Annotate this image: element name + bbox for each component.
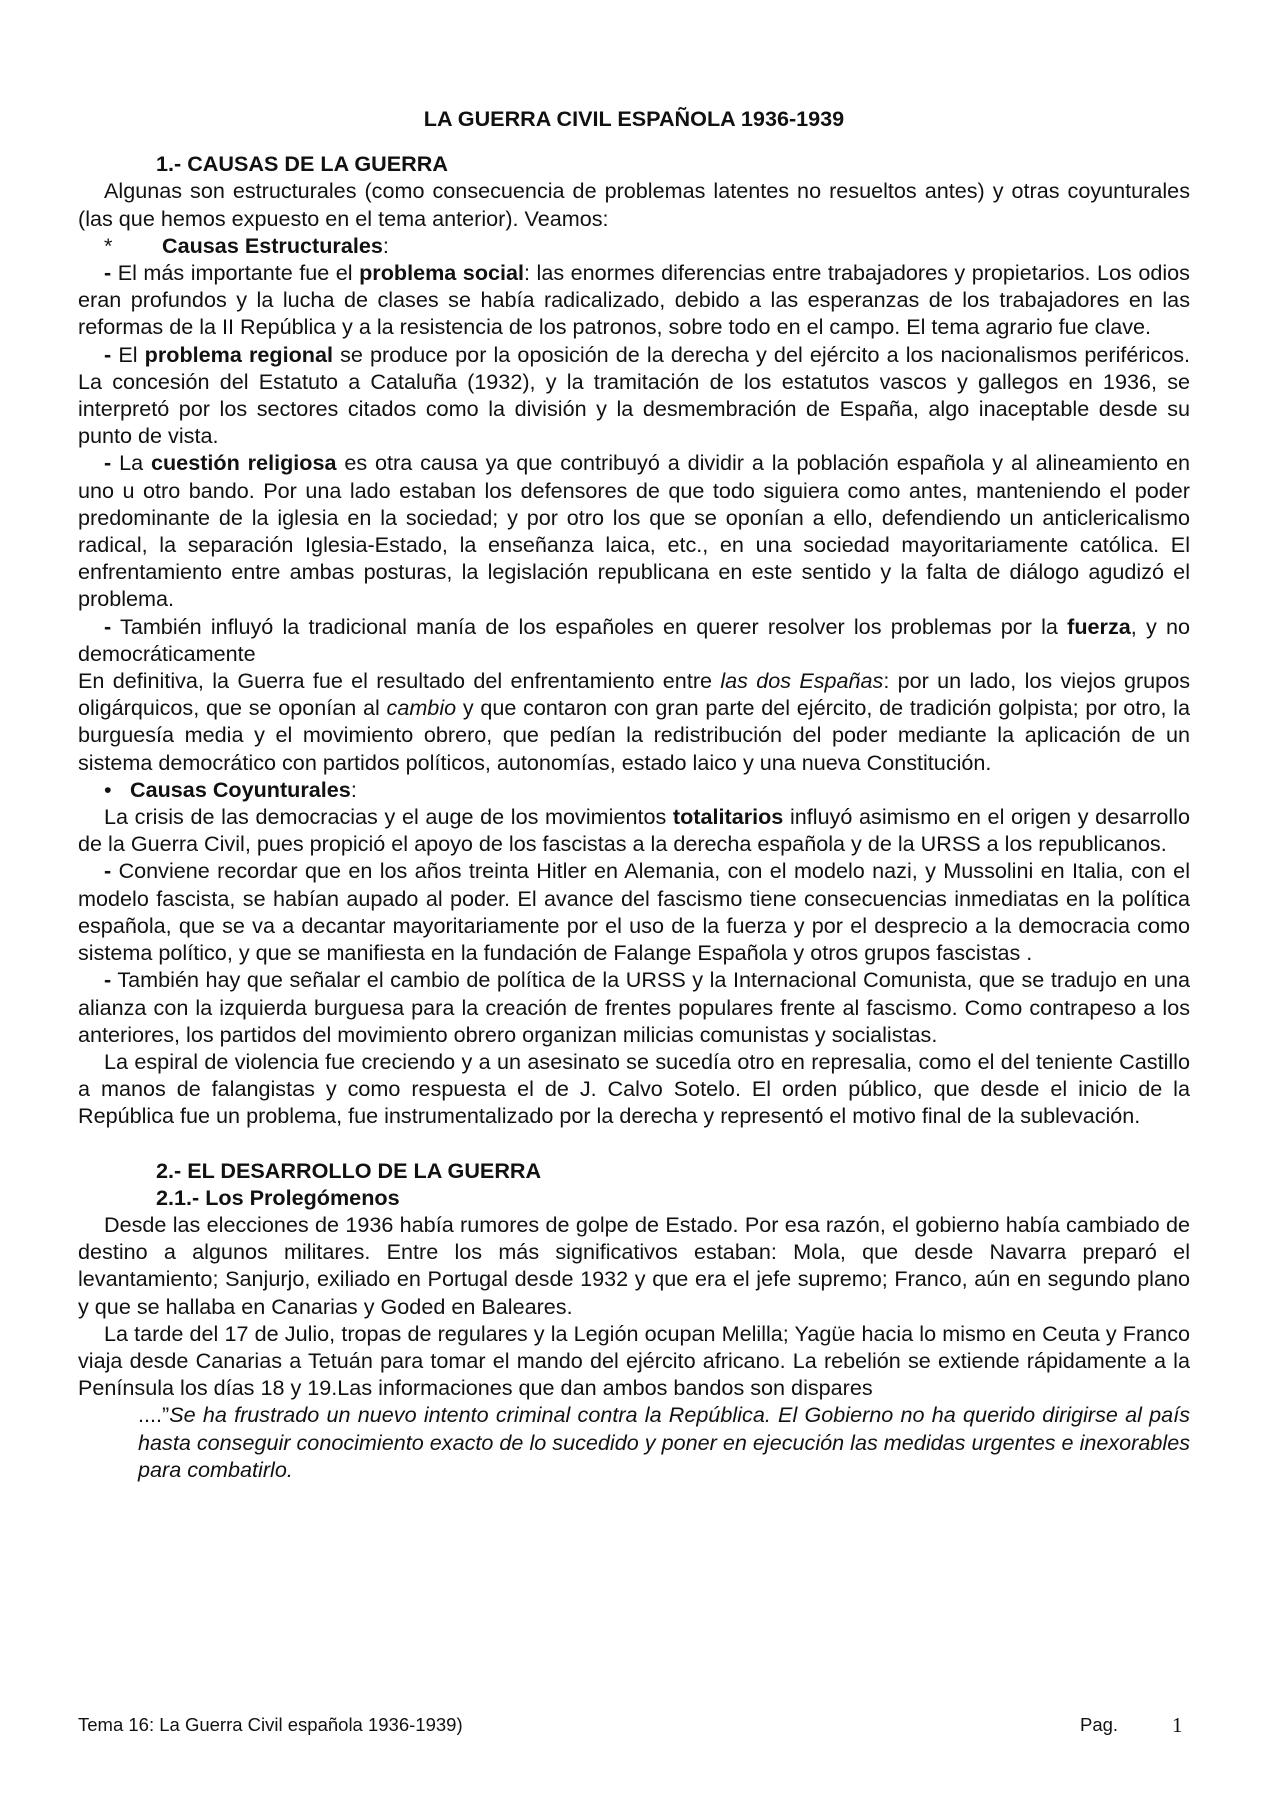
structural-causes-label: Causas Estructurales [162,232,383,258]
paragraph-text: Conviene recordar que en los años treinta Hitler en Alemania, con el modelo nazi, y Mussolini en Italia, con el modelo fascista, se habían aupado al poder. El avance del fascismo tiene consecuencias inmediatas en la política española, que se va a decantar mayoritariamente por el uso de la fuerza y por el desprecio a la democracia como sistema político, y que se manifiesta en la fundación de Falange Española y otros grupos fascistas . [78,858,1190,966]
footer-page-label: Pag. [1080,1714,1119,1735]
emphasis-totalitarian: totalitarios [672,804,784,830]
paragraph-text: : las enormes diferencias entre trabajadores y propietarios. Los odios eran profundos y la lucha de clases se había radicalizado, debido a las esperanzas de los trabajadores en las reformas de la II República y a la resistencia de los patronos, sobre todo en el campo. El tema agrario fue clave. [78,260,1190,340]
paragraph-text: También influyó la tradicional manía de los españoles en querer resolver los problemas por la [111,613,1068,639]
dash-marker: - [104,260,112,286]
paragraph-text: El [111,341,145,367]
document-title: LA GUERRA CIVIL ESPAÑOLA 1936-1939 [423,106,845,131]
paragraph-religious-question [78,449,1190,612]
footer-topic: Tema 16: La Guerra Civil española 1936-1939) [78,1714,463,1735]
paragraph-social-problem [78,259,1190,341]
emphasis-regional-problem: problema regional [144,341,333,367]
dash-marker: - [104,967,112,993]
paragraph-text: : por un lado, los viejos grupos oligárquicos, que se oponían al [78,668,1191,721]
dash-marker: - [104,613,112,639]
footer-page-number: 1 [1172,1713,1183,1737]
emphasis-two-spains: las dos Españas [720,668,884,694]
paragraph-text: es otra causa ya que contribuyó a dividir a la población española y al alineamiento en uno u otro bando. Por una lado estaban los defensores de que todo siguiera como antes, manteniendo el poder predominante de la iglesia en la sociedad; y por otro los que se oponían a ello, defendiendo un anticlericalismo radical, la separación Iglesia-Estado, la enseñanza laica, etc., en una sociedad mayoritariamente católica. El enfrentamiento entre ambas posturas, la legislación republicana en este sentido y la falta de diálogo agudizó el problema. [78,450,1190,612]
quote-prefix: ....” [138,1402,170,1428]
conjunctural-causes-label: Causas Coyunturales [130,776,351,802]
structural-colon: : [382,232,389,258]
conjunctural-causes-heading [78,776,1190,803]
paragraph-july-17: La tarde del 17 de Julio, tropas de regulares y la Legión ocupan Melilla; Yagüe hacia lo mismo en Ceuta y Franco viaja desde Canarias a Tetuán para tomar el mando del ejército africano. La rebelión se extiende rápidamente a la Península los días 18 y 19.Las informaciones que dan ambos bandos son dispares [78,1320,1190,1401]
section-1-intro: Algunas son estructurales (como consecuencia de problemas latentes no resueltos antes) y otras coyunturales (las que hemos expuesto en el tema anterior). Veamos: [78,178,1190,231]
paragraph-text: La [111,450,151,476]
paragraph-regional-problem [78,341,1190,450]
paragraph-text: El más importante fue el [111,260,360,286]
dash-marker: - [104,450,112,476]
emphasis-religious-question: cuestión religiosa [150,450,337,476]
paragraph-text: se produce por la oposición de la derecha y del ejército a los nacionalismos periféricos. La concesión del Estatuto a Cataluña (1932), y la tramitación de los estatutos vascos y gallegos en 1936, se interpretó por los sectores citados como la división y la desmembración de España, algo inaceptable desde su punto de vista. [78,341,1191,449]
emphasis-social-problem: problema social [359,260,525,286]
paragraph-violence: La espiral de violencia fue creciendo y a un asesinato se sucedía otro en represalia, como el del teniente Castillo a manos de falangistas y como respuesta el de J. Calvo Sotelo. El orden público, que desde el inicio de la República fue un problema, fue instrumentalizado por la derecha y representó el motivo final de la sublevación. [78,1048,1190,1129]
paragraph-fascism [78,857,1190,966]
paragraph-text: En definitiva, la Guerra fue el resultado del enfrentamiento entre [78,668,721,694]
section-1-heading: 1.- CAUSAS DE LA GUERRA [156,151,448,177]
paragraph-two-spains [78,667,1190,776]
asterisk-marker: * [104,232,113,258]
paragraph-text: También hay que señalar el cambio de política de la URSS y la Internacional Comunista, que se tradujo en una alianza con la izquierda burguesa para la creación de frentes populares frente al fascismo. Como contrapeso a los anteriores, los partidos del movimiento obrero organizan milicias comunistas y socialistas. [78,967,1190,1047]
dash-marker: - [104,341,112,367]
dash-marker: - [104,858,112,884]
structural-causes-heading [78,232,1190,259]
government-quote [78,1401,1190,1483]
paragraph-text: , y no democráticamente [78,613,1190,666]
conjunctural-colon: : [350,776,357,802]
paragraph-text: La crisis de las democracias y el auge de los movimientos [104,804,673,830]
bullet-marker: • [104,776,112,802]
section-2-heading: 2.- EL DESARROLLO DE LA GUERRA [156,1157,542,1183]
document-page [78,105,1190,1483]
paragraph-urss [78,966,1190,1048]
paragraph-force [78,613,1190,667]
paragraph-prolegomena: Desde las elecciones de 1936 había rumores de golpe de Estado. Por esa razón, el gobierno había cambiado de destino a algunos militares. Entre los más significativos estaban: Mola, que desde Navarra preparó el levantamiento; Sanjurjo, exiliado en Portugal desde 1932 y que era el jefe supremo; Franco, aún en segundo plano y que se hallaba en Canarias y Goded en Baleares. [78,1211,1190,1319]
paragraph-text: influyó asimismo en el origen y desarrollo de la Guerra Civil, pues propició el apoyo de los fascistas a la derecha española y de la URSS a los republicanos. [78,804,1190,857]
section-gap [78,1130,1190,1157]
paragraph-text: y que contaron con gran parte del ejército, de tradición golpista; por otro, la burguesía media y el movimiento obrero, que pedían la redistribución del poder mediante la aplicación de un sistema democrático con partidos políticos, autonomías, estado laico y una nueva Constitución. [78,695,1190,775]
emphasis-change: cambio [386,695,457,721]
section-2-1-heading: 2.1.- Los Prolegómenos [156,1184,400,1210]
emphasis-force: fuerza [1067,613,1131,639]
paragraph-democracy-crisis [78,803,1190,857]
quote-text: Se ha frustrado un nuevo intento criminal contra la República. El Gobierno no ha querido dirigirse al país hasta conseguir conocimiento exacto de lo sucedido y poner en ejecución las medidas urgentes e inexorables para combatirlo. [138,1402,1190,1482]
